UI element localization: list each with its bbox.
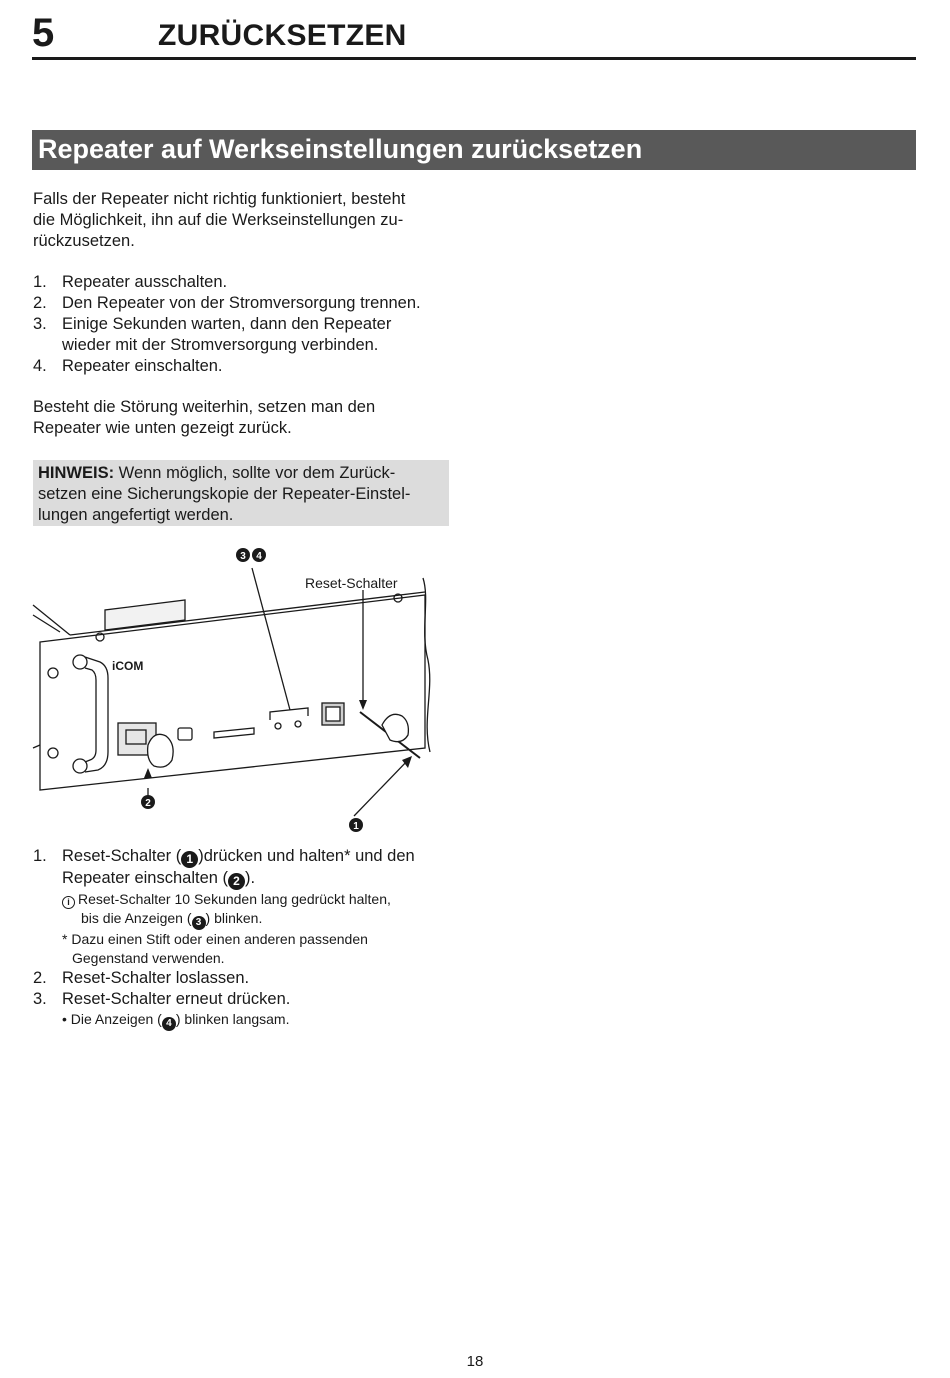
info-note: [33, 890, 453, 930]
info-text: bis die Anzeigen (: [81, 910, 192, 926]
intro-line: rückzusetzen.: [33, 232, 135, 250]
step-number: 1.: [33, 273, 47, 291]
step-number: 1.: [33, 847, 47, 865]
intro-steps: [33, 272, 453, 377]
sub-bullet-text: ) blinken langsam.: [175, 1011, 290, 1027]
step-number: 4.: [33, 357, 47, 375]
intro-line: die Möglichkeit, ihn auf die Werkseinstellungen zu-: [33, 211, 404, 229]
step-item: [33, 293, 453, 314]
step-item: [33, 314, 453, 356]
footnote-text: Gegenstand verwenden.: [72, 950, 225, 966]
reset-instructions: [33, 846, 453, 1031]
intro-paragraph: [33, 189, 453, 252]
step-number: 2.: [33, 969, 47, 987]
note-text: Wenn möglich, sollte vor dem Zurück-: [114, 464, 396, 482]
circle-number-4: 4: [162, 1017, 176, 1031]
chapter-number: 5: [32, 11, 55, 55]
brand-logo: iCOM: [112, 659, 144, 673]
intro-line: Falls der Repeater nicht richtig funktioniert, besteht: [33, 190, 406, 208]
reset-step-2: [33, 968, 453, 989]
chapter-title: ZURÜCKSETZEN: [158, 19, 407, 52]
followup-line: Besteht die Störung weiterhin, setzen man den: [33, 398, 376, 416]
reset-step-3: [33, 989, 453, 1010]
info-text: Reset-Schalter 10 Sekunden lang gedrückt halten,: [78, 891, 391, 907]
step-text: )drücken und halten* und den: [198, 847, 415, 865]
section-heading: Repeater auf Werkseinstellungen zurücksetzen: [32, 130, 916, 170]
step-number: 3.: [33, 990, 47, 1008]
step-item: [33, 272, 453, 293]
page-number: 18: [466, 1353, 484, 1370]
reset-step-1: [33, 846, 453, 890]
step-text: wieder mit der Stromversorgung verbinden.: [62, 336, 379, 354]
circle-number-3: 3: [192, 916, 206, 930]
marker-4-label: 4: [256, 551, 262, 562]
repeater-panel-illustration: [30, 540, 450, 840]
circle-number-2: 2: [228, 873, 245, 890]
circle-number-1: 1: [181, 851, 198, 868]
chapter-rule: [32, 57, 916, 60]
followup-paragraph: [33, 397, 453, 439]
step-number: 3.: [33, 315, 47, 333]
step-text: Reset-Schalter loslassen.: [62, 969, 250, 987]
info-text: ) blinken.: [205, 910, 263, 926]
step-text: Den Repeater von der Stromversorgung trennen.: [62, 294, 421, 312]
note-box: [33, 460, 449, 526]
info-icon: i: [62, 896, 75, 909]
marker-2-label: 2: [145, 798, 151, 809]
note-text: setzen eine Sicherungskopie der Repeater-Einstel-: [38, 485, 411, 503]
step-text: Repeater einschalten.: [62, 357, 223, 375]
footnote-text: * Dazu einen Stift oder einen anderen passenden: [62, 931, 368, 947]
reset-switch-label: Reset-Schalter: [305, 575, 398, 591]
step-text: Reset-Schalter erneut drücken.: [62, 990, 291, 1008]
repeater-panel-figure: [30, 540, 450, 840]
sub-bullet-text: • Die Anzeigen (: [62, 1011, 162, 1027]
step-text: ).: [245, 869, 256, 887]
sub-bullet: [33, 1010, 453, 1031]
step-text: Repeater einschalten (: [62, 869, 229, 887]
marker-1-label: 1: [353, 821, 359, 832]
step-text: Reset-Schalter (: [62, 847, 182, 865]
arrow-head: [402, 756, 412, 768]
followup-line: Repeater wie unten gezeigt zurück.: [33, 419, 292, 437]
step-item: [33, 356, 453, 377]
note-text: lungen angefertigt werden.: [38, 506, 234, 524]
footnote: [33, 930, 453, 968]
note-label: HINWEIS:: [38, 464, 115, 482]
step-text: Repeater ausschalten.: [62, 273, 228, 291]
step-number: 2.: [33, 294, 47, 312]
step-text: Einige Sekunden warten, dann den Repeater: [62, 315, 392, 333]
marker-3-label: 3: [240, 551, 246, 562]
